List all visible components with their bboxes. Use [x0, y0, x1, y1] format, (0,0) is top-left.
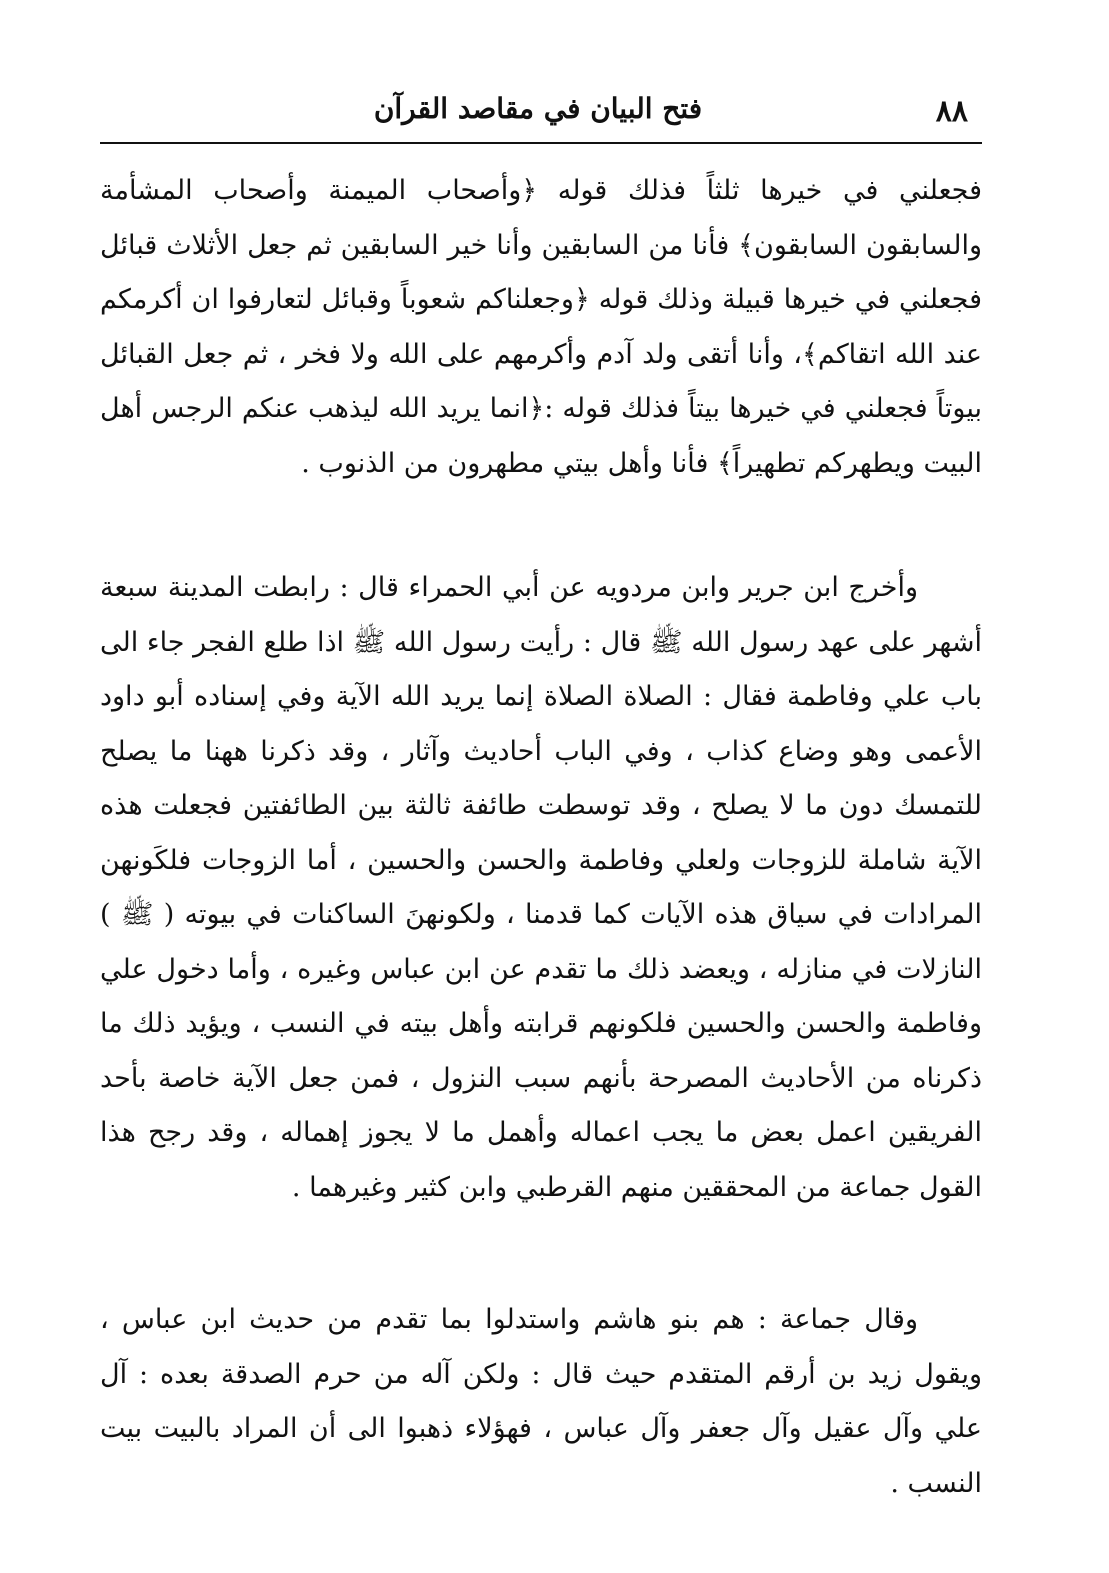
paragraph-hadith-continuation: فجعلني في خيرها ثلثاً فذلك قوله ﴿وأصحاب الميمنة وأصحاب المشأمة والسابقون السابقون﴾ فأنا من السابقين وأنا خير السابقين ثم جعل الأثلاث قبائل فجعلني في خيرها قبيلة وذلك قوله ﴿وجعلناكم شعوباً وقبائل لتعارفوا ان أكرمكم عند الله اتقاكم﴾، وأنا أتقى ولد آدم وأكرمهم على الله ولا فخر ، ثم جعل القبائل بيوتاً فجعلني في خيرها بيتاً فذلك قوله :﴿انما يريد الله ليذهب عنكم الرجس أهل البيت ويطهركم تطهيراً﴾ فأنا وأهل بيتي مطهرون من الذنوب . — [100, 175, 982, 479]
paragraph-spacer — [100, 1215, 982, 1293]
paragraph-bani-hashim-opinion: وقال جماعة : هم بنو هاشم واستدلوا بما تقدم من حديث ابن عباس ، ويقول زيد بن أرقم المتقدم حيث قال : ولكن آله من حرم الصدقة بعده : آل علي وآل عقيل وآل جعفر وآل عباس ، فهؤلاء ذهبوا الى أن المراد بالبيت بيت النسب . — [100, 1304, 982, 1499]
page-header — [100, 88, 976, 136]
paragraph-spacer — [100, 491, 982, 561]
header-divider — [100, 142, 982, 144]
page-body — [100, 164, 982, 1511]
running-title: فتح البيان في مقاصد القرآن — [373, 92, 703, 125]
page-number: ٨٨ — [935, 94, 968, 129]
paragraph-abu-alhamra-report: وأخرج ابن جرير وابن مردويه عن أبي الحمراء قال : رابطت المدينة سبعة أشهر على عهد رسول الله ﷺ قال : رأيت رسول الله ﷺ اذا طلع الفجر جاء الى باب علي وفاطمة فقال : الصلاة الصلاة إنما يريد الله الآية وفي إسناده أبو داود الأعمى وهو وضاع كذاب ، وفي الباب أحاديث وآثار ، وقد ذكرنا ههنا ما يصلح للتمسك دون ما لا يصلح ، وقد توسطت طائفة ثالثة بين الطائفتين فجعلت هذه الآية شاملة للزوجات ولعلي وفاطمة والحسن والحسين ، أما الزوجات فلكَونهن المرادات في سياق هذه الآيات كما قدمنا ، ولكونهنَ الساكنات في بيوته ( ﷺ ) النازلات في منازله ، ويعضد ذلك ما تقدم عن ابن عباس وغيره ، وأما دخول علي وفاطمة والحسن والحسين فلكونهم قرابته وأهل بيته في النسب ، ويؤيد ذلك ما ذكرناه من الأحاديث المصرحة بأنهم سبب النزول ، فمن جعل الآية خاصة بأحد الفريقين اعمل بعض ما يجب اعماله وأهمل ما لا يجوز إهماله ، وقد رجح هذا القول جماعة من المحققين منهم القرطبي وابن كثير وغيرهما . — [100, 572, 982, 1203]
